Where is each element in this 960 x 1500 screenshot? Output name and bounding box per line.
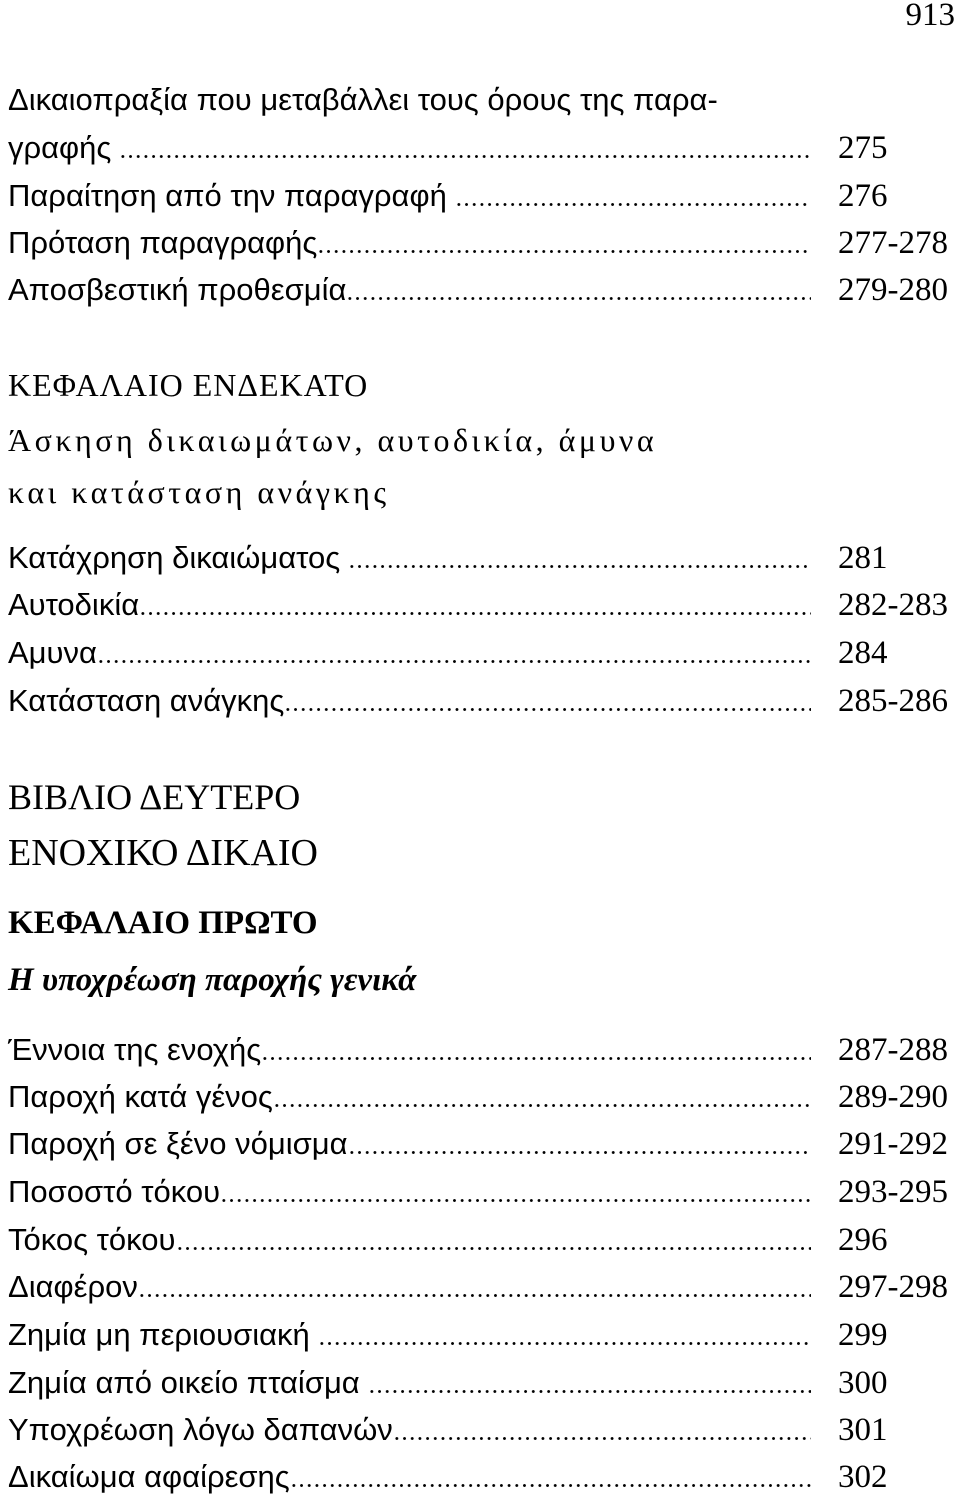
toc-entry-title: Αμυνα bbox=[8, 635, 97, 670]
dot-leader bbox=[261, 1030, 811, 1070]
toc-entry-title: Δικαίωμα αφαίρεσης bbox=[8, 1459, 290, 1494]
dot-leader bbox=[139, 585, 811, 625]
toc-entry-pages: 296 bbox=[838, 1222, 888, 1258]
toc-entry-title: Ζημία από οικείο πταίσμα bbox=[8, 1365, 360, 1400]
dot-leader bbox=[273, 1077, 811, 1117]
toc-entry-title: Παροχή κατά γένος bbox=[8, 1079, 273, 1114]
toc-entry-pages: 276 bbox=[838, 178, 888, 214]
toc-entry-pages: 291-292 bbox=[838, 1126, 948, 1162]
dot-leader bbox=[393, 1410, 811, 1450]
toc-entry-pages: 275 bbox=[838, 130, 888, 166]
toc-entry-title: Πρόταση παραγραφής bbox=[8, 225, 318, 260]
toc-entry bbox=[8, 1267, 955, 1307]
toc-entry bbox=[8, 681, 955, 721]
dot-leader bbox=[348, 538, 811, 578]
toc-entry-title-continued: γραφής bbox=[8, 130, 112, 165]
toc-entry-pages: 281 bbox=[838, 540, 888, 576]
book-title: ΕΝΟΧΙΚΟ ΔΙΚΑΙΟ bbox=[8, 832, 318, 874]
toc-entry bbox=[8, 128, 955, 168]
toc-entry bbox=[8, 1030, 955, 1070]
toc-entry bbox=[8, 1363, 955, 1403]
dot-leader bbox=[284, 681, 811, 721]
toc-entry-title: Κατάχρηση δικαιώματος bbox=[8, 540, 341, 575]
toc-entry-title: Έννοια της ενοχής bbox=[8, 1032, 262, 1067]
dot-leader bbox=[318, 1315, 811, 1355]
toc-entry-title: Διαφέρον bbox=[8, 1269, 138, 1304]
chapter-title-line: Άσκηση δικαιωμάτων, αυτοδικία, άμυνα bbox=[8, 422, 658, 458]
toc-entry bbox=[8, 270, 955, 310]
toc-entry-pages: 302 bbox=[838, 1459, 888, 1495]
toc-entry-pages: 285-286 bbox=[838, 683, 948, 719]
toc-entry bbox=[8, 176, 955, 216]
toc-entry bbox=[8, 538, 955, 578]
toc-entry-pages: 289-290 bbox=[838, 1079, 948, 1115]
toc-entry-title: Τόκος τόκου bbox=[8, 1222, 176, 1257]
toc-entry-pages: 300 bbox=[838, 1365, 888, 1401]
toc-entry bbox=[8, 1124, 955, 1164]
dot-leader bbox=[119, 128, 811, 168]
dot-leader bbox=[97, 633, 811, 673]
toc-entry bbox=[8, 1220, 955, 1260]
toc-entry-pages: 293-295 bbox=[838, 1174, 948, 1210]
toc-entry-pages: 297-298 bbox=[838, 1269, 948, 1305]
toc-entry bbox=[8, 1077, 955, 1117]
toc-entry bbox=[8, 633, 955, 673]
toc-entry bbox=[8, 1172, 955, 1212]
dot-leader bbox=[368, 1363, 811, 1403]
toc-entry bbox=[8, 585, 955, 625]
dot-leader bbox=[290, 1457, 811, 1497]
toc-entry-pages: 287-288 bbox=[838, 1032, 948, 1068]
chapter-heading: ΚΕΦΑΛΑΙΟ ΕΝΔΕΚΑΤΟ bbox=[8, 367, 369, 403]
toc-entry-pages: 279-280 bbox=[838, 272, 948, 308]
toc-entry-title: Παροχή σε ξένο νόμισμα bbox=[8, 1126, 348, 1161]
toc-entry-pages: 301 bbox=[838, 1412, 888, 1448]
dot-leader bbox=[455, 176, 811, 216]
toc-entry-title: Παραίτηση από την παραγραφή bbox=[8, 178, 447, 213]
chapter-title: Η υποχρέωση παροχής γενικά bbox=[8, 962, 417, 998]
book-heading: ΒΙΒΛΙΟ ΔΕΥΤΕΡΟ bbox=[8, 777, 301, 817]
toc-entry bbox=[8, 1457, 955, 1497]
toc-entry bbox=[8, 1315, 955, 1355]
toc-entry-title: Υποχρέωση λόγω δαπανών bbox=[8, 1412, 393, 1447]
dot-leader bbox=[346, 270, 811, 310]
toc-entry bbox=[8, 1410, 955, 1450]
dot-leader bbox=[348, 1124, 811, 1164]
toc-entry-pages: 299 bbox=[838, 1317, 888, 1353]
dot-leader bbox=[138, 1267, 811, 1307]
toc-entry bbox=[8, 223, 955, 263]
dot-leader bbox=[220, 1172, 811, 1212]
dot-leader bbox=[317, 223, 811, 263]
toc-entry-pages: 277-278 bbox=[838, 225, 948, 261]
toc-entry-title: Αυτοδικία bbox=[8, 587, 140, 622]
toc-entry-title: Ζημία μη περιουσιακή bbox=[8, 1317, 310, 1352]
chapter-heading: ΚΕΦΑΛΑΙΟ ΠΡΩΤΟ bbox=[8, 905, 318, 941]
page-number: 913 bbox=[905, 0, 955, 33]
dot-leader bbox=[176, 1220, 812, 1260]
toc-entry-title-first-line: Δικαιοπραξία που μεταβάλλει τους όρους της παρα- bbox=[8, 82, 718, 117]
toc-entry-title: Ποσοστό τόκου bbox=[8, 1174, 221, 1209]
chapter-title-line: και κατάσταση ανάγκης bbox=[8, 474, 390, 510]
toc-entry-title: Κατάσταση ανάγκης bbox=[8, 683, 285, 718]
toc-entry-title: Αποσβεστική προθεσμία bbox=[8, 272, 347, 307]
toc-entry-pages: 284 bbox=[838, 635, 888, 671]
toc-entry-pages: 282-283 bbox=[838, 587, 948, 623]
